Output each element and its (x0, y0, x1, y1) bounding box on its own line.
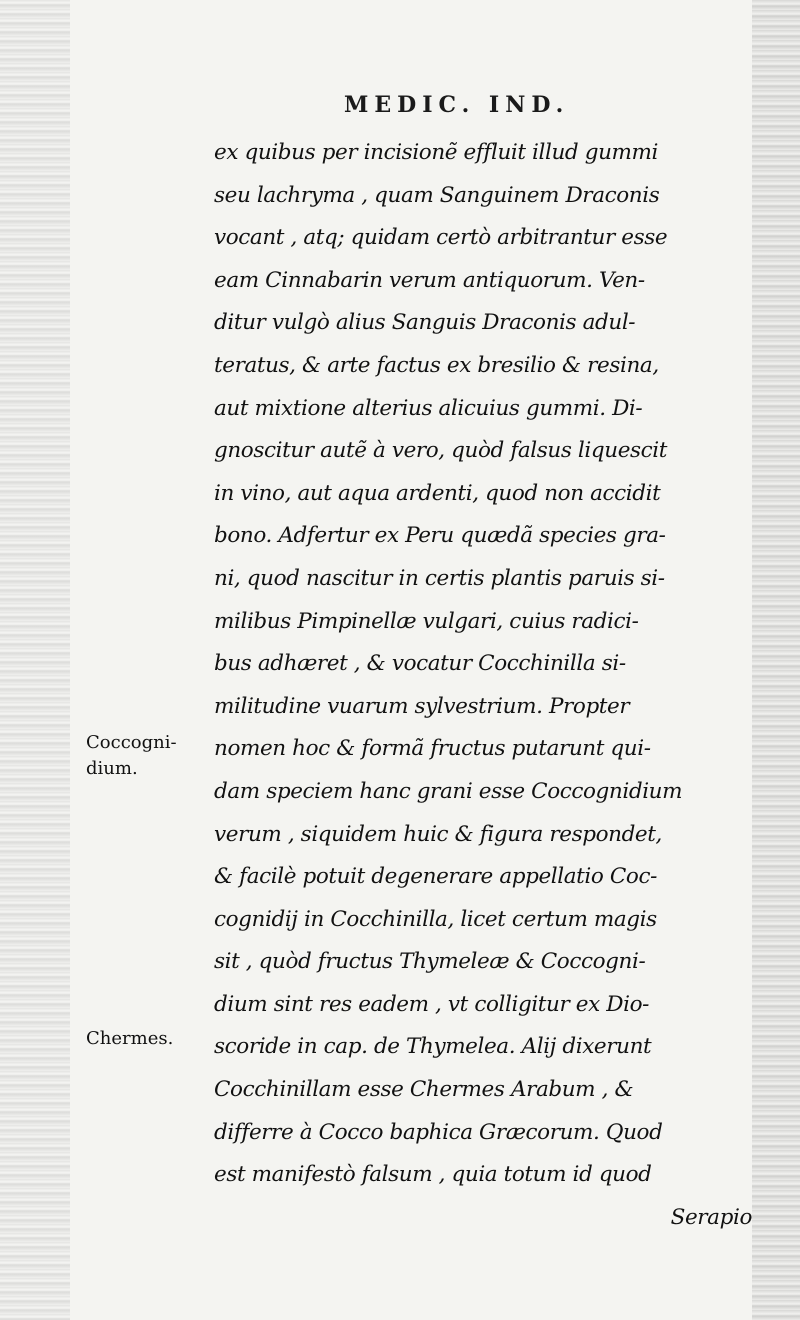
text-line: eam Cinnabarin verum antiquorum. Ven- (214, 267, 645, 293)
text-line: bono. Adfertur ex Peru quædã species gra- (214, 523, 666, 549)
text-line: dium sint res eadem , vt colligitur ex Dio- (214, 991, 650, 1017)
text-line: verum , siquidem huic & figura respondet, (214, 821, 662, 847)
text-line: dam speciem hanc grani esse Coccognidium (214, 778, 683, 804)
text-line: teratus, & arte factus ex bresilio & resina, (214, 352, 659, 378)
text-line: seu lachryma , quam Sanguinem Draconis (214, 182, 660, 208)
text-line: aut mixtione alterius alicuius gummi. Di- (214, 395, 643, 421)
text-line: & facilè potuit degenerare appellatio Coc- (214, 864, 657, 890)
running-head: MEDIC. IND. (344, 92, 570, 118)
text-line: vocant , atq; quidam certò arbitrantur esse (214, 225, 668, 251)
margin-note-line: dium. (86, 758, 138, 779)
text-line: bus adhæret , & vocatur Cocchinilla si- (214, 651, 626, 677)
text-line: est manifestò falsum , quia totum id quod (214, 1162, 652, 1188)
text-line: scoride in cap. de Thymelea. Alij dixerunt (214, 1034, 652, 1060)
text-line: sit , quòd fructus Thymeleæ & Coccogni- (214, 949, 646, 975)
text-line: militudine vuarum sylvestrium. Propter (214, 693, 630, 719)
body-text (214, 132, 754, 1239)
text-line: differre à Cocco baphica Græcorum. Quod (214, 1119, 663, 1145)
catchword: Serapio (670, 1204, 752, 1230)
text-line: ditur vulgò alius Sanguis Draconis adul- (214, 310, 636, 336)
text-line: ni, quod nascitur in certis plantis paruis si- (214, 565, 665, 591)
margin-note-coccognidium (86, 730, 210, 782)
text-line: nomen hoc & formã fructus putarunt qui- (214, 736, 651, 762)
text-line: Cocchinillam esse Chermes Arabum , & (214, 1077, 634, 1103)
margin-note-line: Chermes. (86, 1028, 174, 1049)
text-line: cognidij in Cocchinilla, licet certum magis (214, 906, 657, 932)
text-line: in vino, aut aqua ardenti, quod non accidit (214, 480, 661, 506)
margin-note-chermes (86, 1026, 210, 1052)
text-line: milibus Pimpinellæ vulgari, cuius radici- (214, 608, 639, 634)
text-line: gnoscitur autẽ à vero, quòd falsus liquescit (214, 438, 668, 464)
margin-note-line: Coccogni- (86, 732, 177, 753)
scan-border-left (0, 0, 70, 1320)
text-line: ex quibus per incisionẽ effluit illud gummi (214, 140, 658, 165)
scan-border-right (752, 0, 800, 1320)
